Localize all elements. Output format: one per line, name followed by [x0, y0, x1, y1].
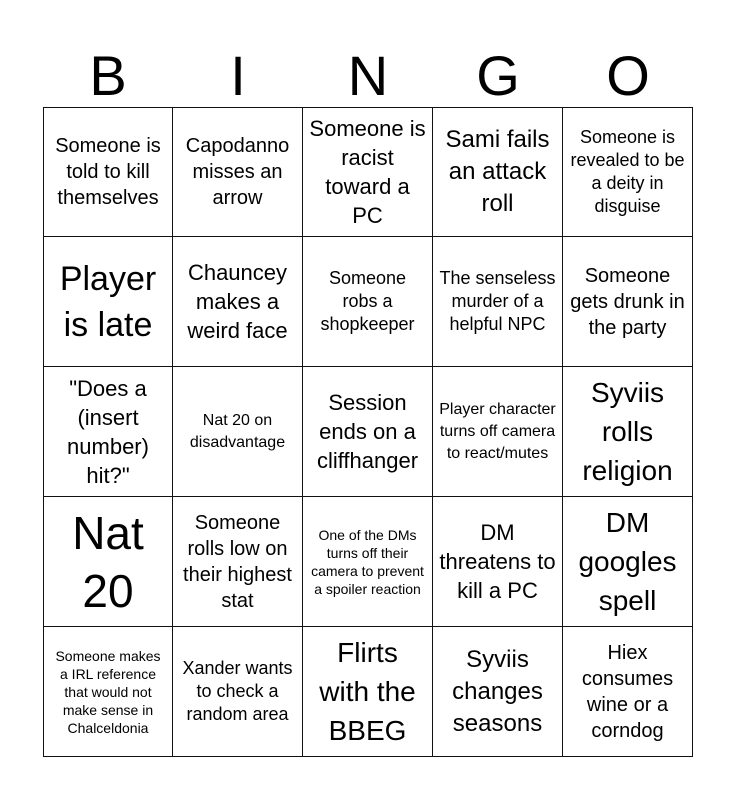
bingo-cell-r4-c1[interactable]: [43, 497, 173, 627]
bingo-cell-r3-c2[interactable]: [173, 367, 303, 497]
cell-text: Someone is revealed to be a deity in disguise: [570, 127, 685, 216]
cell-text: "Does a (insert number) hit?": [67, 375, 149, 488]
cell-text: Syviis changes seasons: [452, 645, 543, 737]
bingo-cell-r4-c3[interactable]: [303, 497, 433, 627]
cell-text: Session ends on a cliffhanger: [316, 390, 419, 473]
bingo-cell-r3-c4[interactable]: [433, 367, 563, 497]
cell-text: DM googles spell: [578, 507, 677, 616]
bingo-cell-r1-c5[interactable]: [563, 107, 693, 237]
bingo-cell-r5-c2[interactable]: [173, 627, 303, 757]
bingo-cell-r1-c1[interactable]: [43, 107, 173, 237]
bingo-cell-r1-c4[interactable]: [433, 107, 563, 237]
cell-text: Nat 20 on disadvantage: [189, 411, 286, 451]
bingo-cell-r2-c3[interactable]: [303, 237, 433, 367]
header-letter-g: G: [476, 44, 520, 107]
bingo-cell-r5-c1[interactable]: [43, 627, 173, 757]
bingo-cell-r2-c4[interactable]: [433, 237, 563, 367]
bingo-cell-r4-c4[interactable]: [433, 497, 563, 627]
cell-text: Someone is racist toward a PC: [309, 116, 426, 228]
bingo-cell-r2-c2[interactable]: [173, 237, 303, 367]
bingo-board: [43, 107, 693, 757]
cell-text: Player character turns off camera to react/mutes: [439, 400, 556, 462]
bingo-cell-r4-c2[interactable]: [173, 497, 303, 627]
cell-text: One of the DMs turns off their camera to prevent a spoiler reaction: [311, 526, 424, 597]
bingo-header: [43, 46, 693, 106]
cell-text: Hiex consumes wine or a corndog: [581, 641, 674, 742]
bingo-cell-r1-c2[interactable]: [173, 107, 303, 237]
cell-text: Xander wants to check a random area: [182, 658, 293, 724]
header-letter-o: O: [606, 44, 650, 107]
cell-text: Sami fails an attack roll: [445, 126, 550, 217]
cell-text: Capodanno misses an arrow: [185, 135, 290, 209]
cell-text: Someone makes a IRL reference that would not make sense in Chalceldonia: [55, 647, 161, 736]
bingo-cell-r3-c1[interactable]: [43, 367, 173, 497]
cell-text: Chauncey makes a weird face: [187, 260, 288, 343]
bingo-cell-r2-c5[interactable]: [563, 237, 693, 367]
bingo-cell-r5-c3[interactable]: [303, 627, 433, 757]
cell-text: Someone rolls low on their highest stat: [183, 511, 292, 612]
cell-text: Nat 20: [72, 506, 144, 617]
cell-text: Flirts with the BBEG: [319, 637, 416, 746]
header-letter-n: N: [347, 44, 389, 107]
bingo-cell-r5-c5[interactable]: [563, 627, 693, 757]
bingo-cell-r2-c1[interactable]: [43, 237, 173, 367]
bingo-cell-r1-c3[interactable]: [303, 107, 433, 237]
header-letter-b: B: [89, 44, 127, 107]
bingo-cell-r3-c5[interactable]: [563, 367, 693, 497]
cell-text: Someone gets drunk in the party: [570, 264, 685, 339]
header-letter-i: I: [230, 44, 246, 107]
cell-text: Someone robs a shopkeeper: [320, 268, 415, 334]
cell-text: Syviis rolls religion: [582, 377, 673, 486]
bingo-cell-r5-c4[interactable]: [433, 627, 563, 757]
cell-text: The senseless murder of a helpful NPC: [439, 268, 556, 334]
cell-text: Someone is told to kill themselves: [55, 135, 161, 209]
bingo-cell-r3-c3[interactable]: [303, 367, 433, 497]
cell-text: DM threatens to kill a PC: [439, 520, 556, 603]
cell-text: Player is late: [59, 259, 157, 344]
bingo-cell-r4-c5[interactable]: [563, 497, 693, 627]
